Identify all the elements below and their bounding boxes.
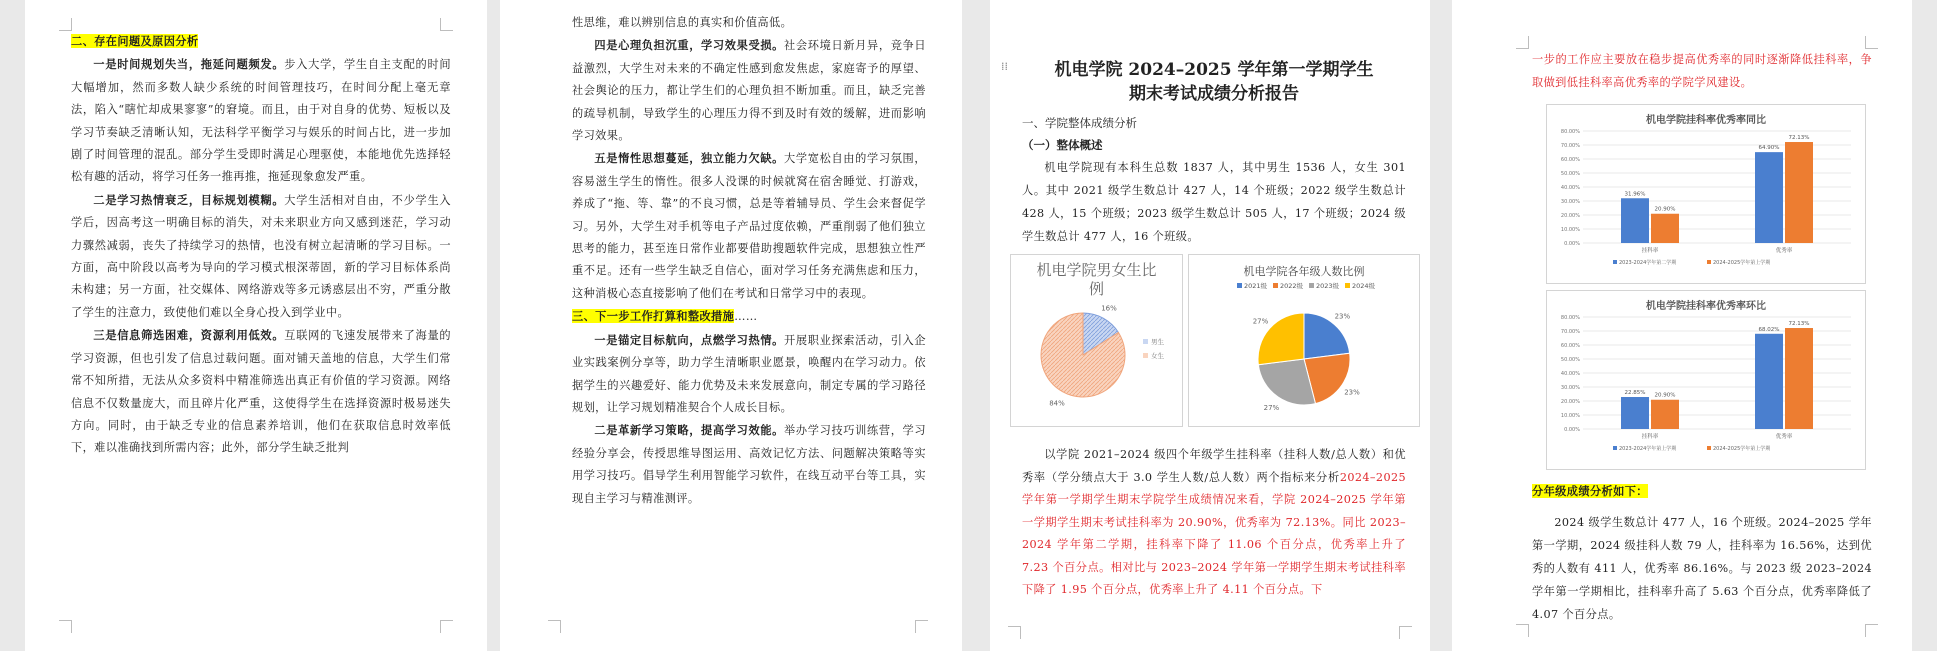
x-tick-label: 优秀率 <box>1775 248 1793 254</box>
chart-title: 机电学院男女生比例 <box>1036 261 1157 298</box>
legend-entry: 女生 <box>1151 352 1164 360</box>
paragraph: 四是心理负担沉重，学习效果受损。社会环境日新月异，竞争日益激烈，大学生对未来的不确定性感到愈发焦虑，家庭寄予的厚望、社会舆论的压力，都让学生们的心理负担不断加重。而且，缺乏完善的疏导机制，导致学生的心理压力得不到及时有效的缓解，进而影响学习效果。 <box>572 38 926 143</box>
y-tick-label: 60.00% <box>1560 157 1580 163</box>
chart-title: 机电学院挂科率优秀率同比 <box>1646 115 1766 126</box>
paragraph: 三是信息筛选困难，资源利用低效。互联网的飞速发展带来了海量的学习资源，但也引发了信息过载问题。面对铺天盖地的信息，大学生们常常不知所措，无法从众多资料中精准筛选出真正有价值的学习资源。网络信息不仅数量庞大，而且碎片化严重，这使得学生在选择资源时极易迷失方向。同时，由于缺乏专业的信息素养培训，他们在获取信息时效率低下，难以准确找到所需内容；此外，部分学生缺乏批判 <box>71 328 451 455</box>
legend-swatch <box>1273 283 1278 288</box>
corner-mark <box>1516 36 1529 49</box>
legend-swatch <box>1143 353 1148 358</box>
corner-mark <box>548 620 561 633</box>
bar <box>1785 142 1813 243</box>
pie-svg <box>1189 279 1419 427</box>
legend-entry: 2021级 <box>1244 282 1268 290</box>
paragraph: 机电学院现有本科生总数 1837 人，其中男生 1536 人，女生 301 人。其中 2021 级学生数总计 427 人，14 个班级；2022 级学生数总计 428 人，15 个班级；2023 级学生数总计 505 人，17 个班级；2024 级学生数总计 477 人，16 个班级。 <box>1022 161 1406 243</box>
y-tick-label: 0.00% <box>1564 241 1580 247</box>
corner-mark <box>59 620 72 633</box>
section-heading: 二、存在问题及原因分析 <box>71 34 199 48</box>
y-tick-label: 60.00% <box>1560 343 1580 349</box>
corner-mark <box>440 18 453 31</box>
bar-data-label: 72.13% <box>1788 321 1810 328</box>
legend-entry: 2023-2024学年第上学期 <box>1619 446 1677 452</box>
bar <box>1621 198 1649 243</box>
bar-data-label: 72.13% <box>1788 135 1810 142</box>
y-tick-label: 80.00% <box>1560 315 1580 321</box>
legend-swatch <box>1237 283 1242 288</box>
gender-pie-chart[interactable] <box>1010 254 1183 427</box>
corner-mark <box>1865 36 1878 49</box>
corner-mark <box>915 620 928 633</box>
report-title: 机电学院 2024–2025 学年第一学期学生 期末考试成绩分析报告 <box>1054 60 1374 104</box>
bar <box>1785 328 1813 429</box>
bar <box>1621 397 1649 429</box>
legend-entry: 2023级 <box>1316 282 1340 290</box>
legend-swatch <box>1707 446 1711 450</box>
y-tick-label: 20.00% <box>1560 399 1580 405</box>
pie-data-label: 27% <box>1252 317 1269 326</box>
y-tick-label: 10.00% <box>1560 413 1580 419</box>
y-tick-label: 0.00% <box>1564 427 1580 433</box>
paragraph: 性思维，难以辨别信息的真实和价值高低。 <box>572 16 793 29</box>
bar <box>1651 400 1679 429</box>
legend-swatch <box>1707 260 1711 264</box>
paragraph: 一是锚定目标航向，点燃学习热情。开展职业探索活动，引入企业实践案例分享等，助力学生清晰职业愿景，唤醒内在学习动力。依据学生的兴趣爱好、能力优势及未来发展意向，制定专属的学习路径规划，让学习规划精准契合个人成长目标。 <box>572 332 926 414</box>
y-tick-label: 10.00% <box>1560 227 1580 233</box>
paragraph: 2024 级学生数总计 477 人，16 个班级。2024–2025 学年第一学期，2024 级挂科人数 79 人，挂科率为 16.56%，达到优秀的人数有 411 人，优秀率 86.16%。与 2023 级 2023–2024 学年第一学期相比，挂科率升高了 5.63 个百分点，优秀率降低了 4.07 个百分点。 <box>1532 516 1872 622</box>
bar-data-label: 68.02% <box>1758 326 1780 333</box>
yoy-bar-chart[interactable] <box>1546 104 1866 284</box>
x-tick-label: 优秀率 <box>1775 434 1793 440</box>
legend-swatch <box>1613 260 1617 264</box>
paragraph: 二是革新学习策略，提高学习效能。举办学习技巧训练营，学习经验分享会，传授思维导图运用、高效记忆方法、问题解决策略等实用学习技巧。倡导学生利用智能学习软件，在线互动平台等工具，实现自主学习与精准测评。 <box>572 423 926 505</box>
section-heading: 一、学院整体成绩分析 <box>1022 116 1137 130</box>
chart-title: 机电学院各年级人数比例 <box>1243 265 1365 278</box>
bar-svg <box>1547 123 1865 283</box>
bar <box>1755 152 1783 243</box>
y-tick-label: 50.00% <box>1560 171 1580 177</box>
section-heading: 三、下一步工作打算和整改措施 <box>572 309 735 324</box>
legend-entry: 男生 <box>1151 338 1164 346</box>
y-tick-label: 80.00% <box>1560 129 1580 135</box>
pie-data-label: 23% <box>1344 388 1360 397</box>
corner-mark <box>1008 626 1021 639</box>
pie-data-label: 23% <box>1334 312 1351 321</box>
subsection-heading: （一）整体概述 <box>1022 138 1103 152</box>
legend-swatch <box>1613 446 1617 450</box>
y-tick-label: 20.00% <box>1560 213 1580 219</box>
pie-data-label: 84% <box>1049 399 1065 408</box>
legend-entry: 2022级 <box>1280 282 1304 290</box>
x-tick-label: 挂科率 <box>1641 434 1659 440</box>
legend-swatch <box>1345 283 1350 288</box>
y-tick-label: 50.00% <box>1560 357 1580 363</box>
bar-data-label: 20.90% <box>1654 392 1676 399</box>
drag-handle-icon[interactable]: ⁞⁞ <box>1001 60 1008 73</box>
pie-data-label: 16% <box>1101 304 1117 313</box>
y-tick-label: 30.00% <box>1560 385 1580 391</box>
pie-svg <box>1011 297 1182 427</box>
bar-svg <box>1547 309 1865 469</box>
mom-bar-chart[interactable] <box>1546 290 1866 470</box>
bar-data-label: 20.90% <box>1654 206 1676 213</box>
document-page-1 <box>25 0 487 651</box>
y-tick-label: 40.00% <box>1560 185 1580 191</box>
legend-entry: 2024-2025学年第上学期 <box>1713 446 1771 452</box>
corner-mark <box>59 18 72 31</box>
legend-swatch <box>1309 283 1314 288</box>
paragraph: 五是惰性思想蔓延，独立能力欠缺。大学宽松自由的学习氛围，容易滋生学生的惰性。很多人没课的时候就窝在宿舍睡觉、打游戏，养成了“拖、等、靠”的不良习惯，总是等着辅导员、学生会来督促学习。另外，大学生对手机等电子产品过度依赖，严重削弱了他们独立思考的能力，甚至连日常作业都要借助搜题软件完成，思想独立性严重不足。还有一些学生缺乏自信心，面对学习任务充满焦虑和压力，这种消极心态直接影响了他们在考试和日常学习中的表现。 <box>572 151 926 300</box>
section-heading: 分年级成绩分析如下： <box>1532 484 1648 498</box>
legend-entry: 2024-2025学年第上学期 <box>1713 260 1771 266</box>
paragraph: 一步的工作应主要放在稳步提高优秀率的同时逐渐降低挂科率，争取做到低挂科率高优秀率的学院学风建设。 <box>1532 53 1872 89</box>
grade-pie-chart[interactable] <box>1188 254 1420 427</box>
document-page-2 <box>500 0 962 651</box>
bar <box>1755 334 1783 429</box>
corner-mark <box>440 620 453 633</box>
y-tick-label: 30.00% <box>1560 199 1580 205</box>
ellipsis: …… <box>734 310 758 324</box>
y-tick-label: 70.00% <box>1560 143 1580 149</box>
paragraph: 以学院 2021–2024 级四个年级学生挂科率（挂科人数/总人数）和优秀率（学分绩点大于 3.0 学生人数/总人数）两个指标来分析2024–2025 学年第一学期学生期末学院学生成绩情况来看，学院 2024–2025 学年第一学期学生期末考试挂科率为 20.90%，优秀率为 72.13%。同比 2023–2024 学年第二学期，挂科率下降了 11.06 个百分点，优秀率上升了 7.23 个百分点。相对比与 2023–2024 学年第一学期学生期末考试挂科率下降了 1.95 个百分点，优秀率上升了 4.11 个百分点。下 <box>1022 448 1406 596</box>
corner-mark <box>1399 626 1412 639</box>
legend-swatch <box>1143 339 1148 344</box>
y-tick-label: 40.00% <box>1560 371 1580 377</box>
corner-mark <box>1865 624 1878 637</box>
chart-title: 机电学院挂科率优秀率环比 <box>1646 301 1766 312</box>
bar <box>1651 214 1679 243</box>
legend-entry: 2023-2024学年第二学期 <box>1619 260 1677 266</box>
bar-data-label: 22.85% <box>1624 390 1646 397</box>
bar-data-label: 64.90% <box>1758 145 1780 152</box>
x-tick-label: 挂科率 <box>1641 248 1659 254</box>
paragraph: 一是时间规划失当，拖延问题频发。步入大学，学生自主支配的时间大幅增加，然而多数人缺少系统的时间管理技巧，在时间分配上毫无章法，陷入“瞎忙却成果寥寥”的窘境。而且，由于对自身的优势、短板以及学习节奏缺乏清晰认知，无法科学平衡学习与娱乐的时间占比，进一步加剧了时间管理的混乱。部分学生受即时满足心理驱使，本能地优先选择轻松有趣的活动，将学习任务一推再推，拖延现象愈发严重。 <box>71 57 451 184</box>
legend-entry: 2024级 <box>1352 282 1376 290</box>
bar-data-label: 31.96% <box>1624 191 1646 198</box>
y-tick-label: 70.00% <box>1560 329 1580 335</box>
corner-mark <box>1516 624 1529 637</box>
pie-data-label: 27% <box>1263 403 1280 412</box>
paragraph: 二是学习热情衰乏，目标规划模糊。大学生活相对自由，不少学生入学后，因高考这一明确目标的消失，对未来职业方向又感到迷茫，学习动力骤然减弱，丧失了持续学习的热情，也没有树立起清晰的学习目标。一方面，高中阶段以高考为导向的学习模式根深蒂固，新的学习目标体系尚未构建；另一方面，社交媒体、网络游戏等多元诱惑层出不穷，严重分散了学生的注意力，致使他们难以全身心投入到学业中。 <box>71 192 451 319</box>
